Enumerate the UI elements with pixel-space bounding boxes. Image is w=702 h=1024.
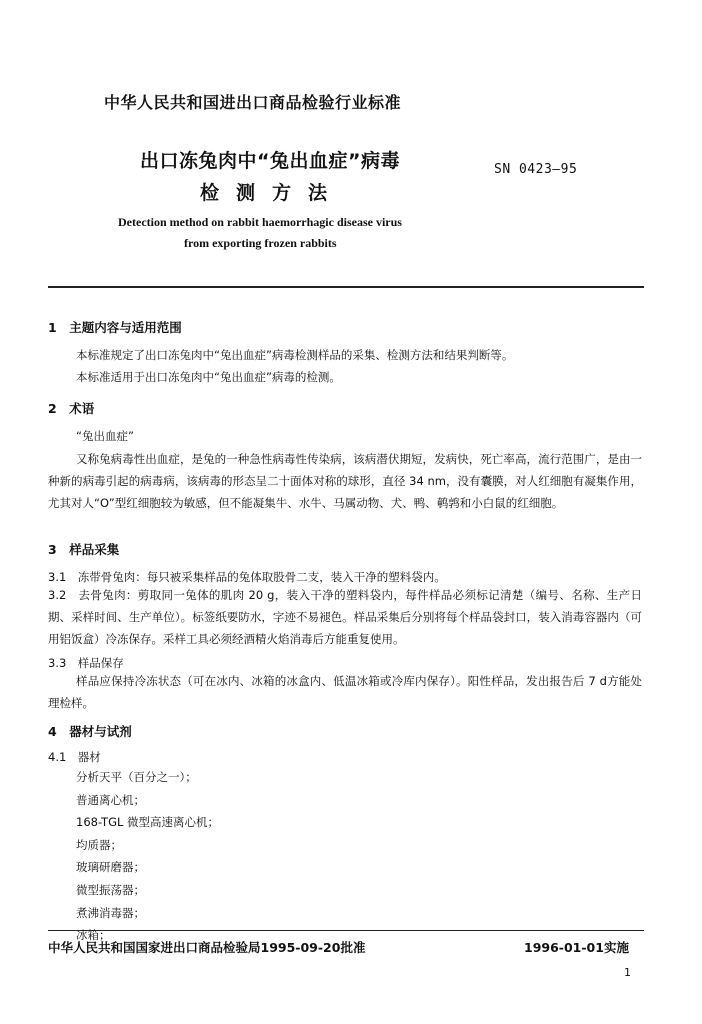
term: “兔出血症”	[76, 429, 134, 443]
equipment-list	[76, 766, 219, 947]
page-number: 1	[624, 966, 631, 979]
clause-4-1: 4.1 器材	[48, 750, 101, 764]
clause-3-3-text: 样品应保持冷冻状态（可在冰内、冰箱的冰盒内、低温冰箱或冷库内保存）。阳性样品，发出报告后 7 d方能处理检样。	[48, 674, 642, 710]
list-item: 冰箱；	[76, 928, 111, 943]
english-title-line2: from exporting frozen rabbits	[184, 236, 337, 250]
english-title-line1: Detection method on rabbit haemorrhagic disease virus	[118, 215, 402, 229]
clause-3-1: 3.1 冻带骨兔肉：每只被采集样品的兔体取股骨二支，装入干净的塑料袋内。	[48, 570, 446, 584]
bottom-divider	[48, 930, 644, 931]
top-divider	[48, 286, 644, 288]
standard-number: SN 0423—95	[494, 162, 578, 177]
document-title-line2: 检测方法	[200, 182, 345, 204]
term-definition: 又称兔病毒性出血症，是兔的一种急性病毒性传染病，该病潜伏期短，发病快，死亡率高，流行范围广，是由一种新的病毒引起的病毒病，该病毒的形态呈二十面体对称的球形，直径 34 nm，没有囊膜，对人红细胞有凝集作用，尤其对人“O”型红细胞较为敏感，但不能凝集牛、水牛、马属动物、犬、鸭、鹌鹑和小白鼠的红细胞。	[48, 452, 642, 510]
implementation-date: 1996-01-01实施	[524, 940, 629, 955]
list-item: 煮沸消毒器；	[76, 905, 145, 920]
section-2-heading: 2 术语	[48, 401, 95, 416]
list-item: 均质器；	[76, 837, 122, 852]
approval-statement: 中华人民共和国国家进出口商品检验局1995-09-20批准	[48, 940, 366, 955]
section-1-heading: 1 主题内容与适用范围	[48, 320, 182, 335]
list-item: 分析天平（百分之一）；	[76, 770, 197, 784]
list-item: 普通离心机；	[76, 792, 145, 807]
section-3-heading: 3 样品采集	[48, 542, 120, 557]
section-4-heading: 4 器材与试剂	[48, 724, 132, 739]
document-title-line1: 出口冻兔肉中“兔出血症”病毒	[140, 150, 400, 172]
list-item: 168-TGL 微型高速离心机；	[76, 815, 220, 830]
section-1-paragraph-1: 本标准规定了出口冻兔肉中“兔出血症”病毒检测样品的采集、检测方法和结果判断等。	[76, 348, 514, 362]
list-item: 微型振荡器；	[76, 882, 145, 897]
clause-3-2: 3.2 去骨兔肉：剪取同一兔体的肌肉 20 g，装入干净的塑料袋内，每件样品必须标记清楚（编号、名称、生产日期、采样时间、生产单位）。标签纸要防水，字迹不易褪色。样品采集后分别将每个样品袋封口，装入消毒容器内（可用铝饭盒）冷冻保存。采样工具必须经酒精火焰消毒后方能重复使用。	[48, 588, 642, 646]
clause-3-3-heading: 3.3 样品保存	[48, 656, 124, 670]
list-item: 玻璃研磨器；	[76, 860, 145, 875]
section-1-paragraph-2: 本标准适用于出口冻兔肉中“兔出血症”病毒的检测。	[76, 370, 341, 384]
issuer-title: 中华人民共和国进出口商品检验行业标准	[104, 93, 402, 112]
